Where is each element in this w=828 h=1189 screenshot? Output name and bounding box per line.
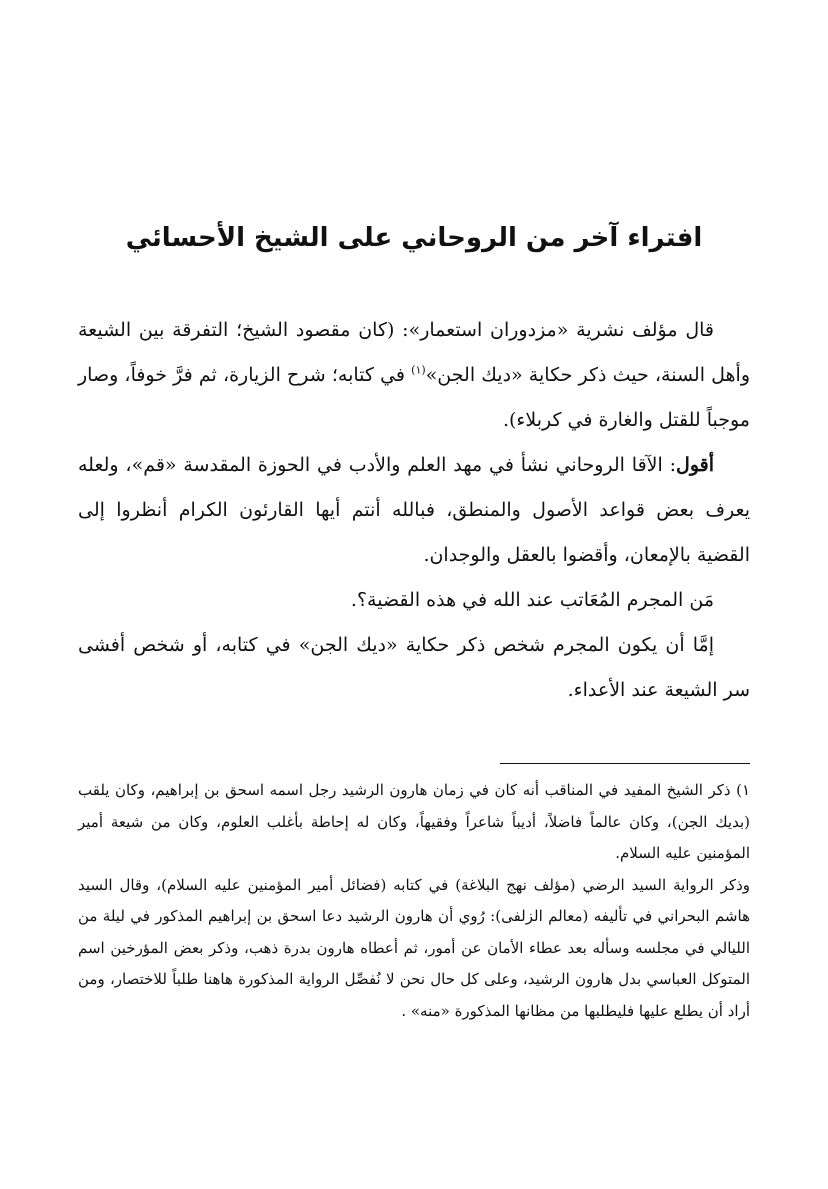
footnote-1: ١) ذكر الشيخ المفيد في المناقب أنه كان في زمان هارون الرشيد رجل اسمه اسحق بن إبراهيم، وكان يلقب (بديك الجن)، وكان عالماً فاضلاً، أديباً شاعراً وفقيهاً، وكان له إحاطة بأغلب العلوم، وكان من شيعة أمير المؤمنين عليه السلام.	[78, 781, 750, 862]
footnote-separator	[500, 763, 750, 764]
paragraph-response-lead: أقول	[676, 454, 714, 476]
main-text	[78, 308, 750, 713]
footnote-reference: (١)	[411, 363, 426, 377]
paragraph-quote	[78, 308, 750, 443]
paragraph-quote-text: قال مؤلف نشرية «مزدوران استعمار»: (كان مقصود الشيخ؛ التفرقة بين الشيعة وأهل السنة، حيث ذكر حكاية «ديك الجن»	[78, 319, 751, 386]
paragraph-answer: إمَّا أن يكون المجرم شخص ذكر حكاية «ديك الجن» في كتابه، أو شخص أفشى سر الشيعة عند الأعداء.	[78, 634, 750, 701]
paragraph-question: مَن المجرم المُعَاتب عند الله في هذه القضية؟.	[350, 589, 714, 611]
paragraph-response-text: : الآقا الروحاني نشأ في مهد العلم والأدب في الحوزة المقدسة «قم»، ولعله يعرف بعض قواعد الأصول والمنطق، فبالله أنتم أيها القارئون الكرام أنظروا إلى القضية بالإمعان، وأقضوا بالعقل والوجدان.	[78, 454, 750, 566]
page-title: افتراء آخر من الروحاني على الشيخ الأحسائي	[125, 223, 703, 253]
footnote-1-continued: وذكر الرواية السيد الرضي (مؤلف نهج البلاغة) في كتابه (فضائل أمير المؤمنين عليه السلام)، وقال السيد هاشم البحراني في تأليفه (معالم الزلفى): رُوي أن هارون الرشيد دعا اسحق بن إبراهيم المذكور في ليلة من الليالي في مجلسه وسأله بعد عطاء الأمان عن أمور، ثم أعطاه هارون بدرة ذهب، وذكر بعض المؤرخين اسم المتوكل العباسي بدل هارون الرشيد، وعلى كل حال نحن لا نُفصِّل الرواية المذكورة هاهنا طلباً للاختصار، ومن أراد أن يطلع عليها فليطلبها من مظانها المذكورة «منه» .	[78, 875, 750, 1020]
paragraph-quote-tail: في كتابه؛ شرح الزيارة، ثم فرَّ خوفاً، وصار موجباً للقتل والغارة في كربلاء).	[78, 364, 750, 431]
footnotes	[78, 775, 750, 1027]
paragraph-response	[78, 443, 750, 578]
